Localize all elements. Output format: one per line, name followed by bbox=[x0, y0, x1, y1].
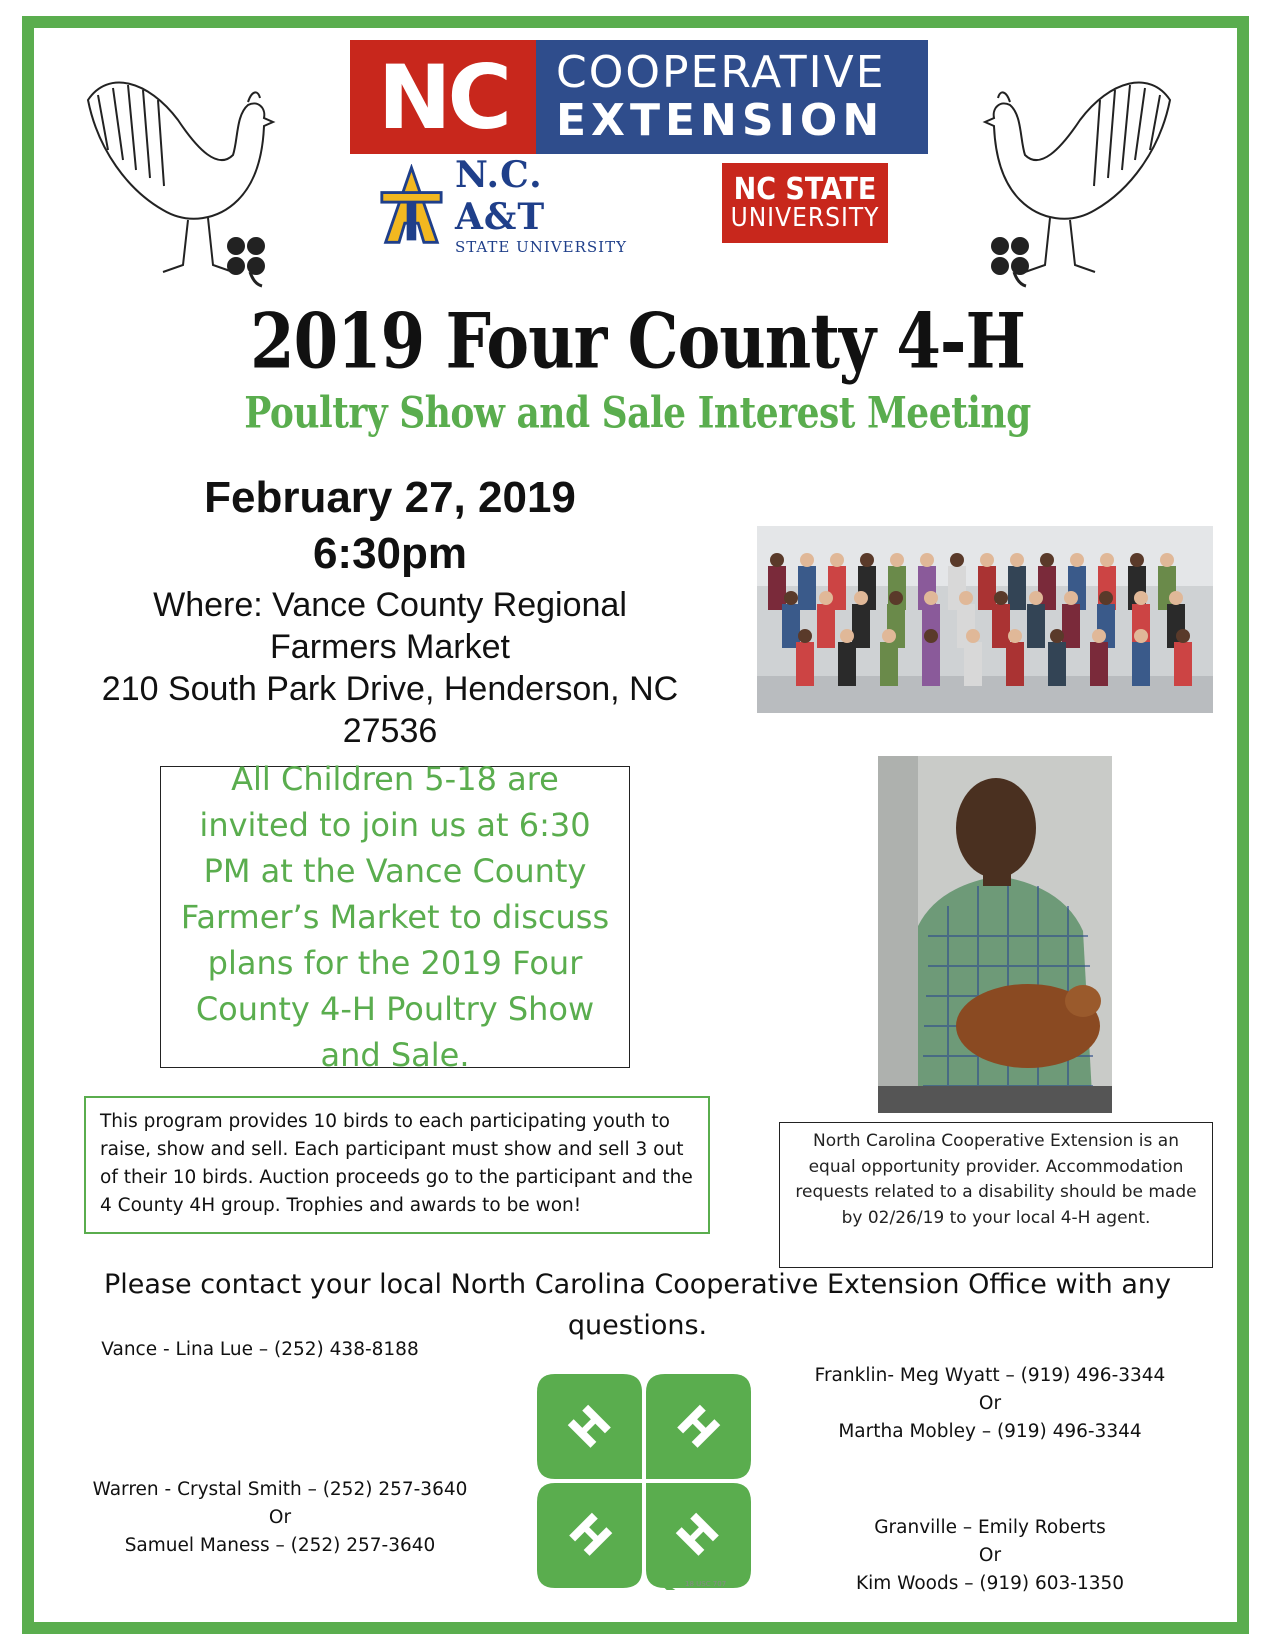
agent-line: Or bbox=[978, 1545, 1002, 1566]
agent-line: Franklin- Meg Wyatt – (919) 496-3344 bbox=[814, 1365, 1166, 1386]
event-location bbox=[70, 584, 710, 752]
clover-note: 18 USC 707 bbox=[685, 1580, 727, 1588]
page-subtitle: Poultry Show and Sale Interest Meeting bbox=[244, 388, 1031, 439]
location-line: Where: Vance County Regional bbox=[153, 586, 627, 624]
group-photo bbox=[757, 526, 1213, 713]
agent-warren bbox=[70, 1476, 490, 1560]
ncstate-line-1: NC STATE bbox=[733, 171, 877, 207]
logo-extension: EXTENSION bbox=[556, 95, 885, 146]
nc-aandt-logo bbox=[378, 154, 638, 256]
logo-cooperative: COOPERATIVE bbox=[556, 47, 886, 98]
nc-state-logo bbox=[722, 163, 888, 243]
ncstate-line-2: UNIVERSITY bbox=[730, 203, 880, 234]
location-line: 27536 bbox=[342, 712, 438, 750]
program-description-box bbox=[84, 1096, 710, 1234]
hen-illustration-left bbox=[68, 60, 283, 300]
hen-illustration-right bbox=[975, 60, 1190, 300]
agent-franklin bbox=[785, 1362, 1195, 1446]
page-title: 2019 Four County 4-H bbox=[250, 298, 1025, 387]
aandt-subtitle: STATE UNIVERSITY bbox=[454, 238, 628, 256]
agent-line: Or bbox=[268, 1507, 292, 1528]
agent-line: Vance - Lina Lue – (252) 438-8188 bbox=[101, 1339, 419, 1360]
invitation-box bbox=[160, 760, 630, 1074]
event-date: February 27, 2019 bbox=[204, 473, 576, 522]
svg-text:H: H bbox=[666, 1396, 729, 1459]
contact-prompt: Please contact your local North Carolina Cooperative Extension Office with any questions. bbox=[104, 1269, 1171, 1341]
event-date-time bbox=[70, 470, 710, 582]
location-line: 210 South Park Drive, Henderson, NC bbox=[101, 670, 679, 708]
svg-text:H: H bbox=[667, 1504, 730, 1567]
agent-line: Warren - Crystal Smith – (252) 257-3640 bbox=[92, 1479, 468, 1500]
location-line: Farmers Market bbox=[270, 628, 510, 666]
agent-line: Kim Woods – (919) 603-1350 bbox=[855, 1573, 1125, 1594]
svg-text:H: H bbox=[558, 1504, 621, 1567]
agent-line: Or bbox=[978, 1393, 1002, 1414]
program-description: This program provides 10 birds to each participating youth to raise, show and sell. Each participant must show and sell 3 out of their 10 birds. Auction proceeds go to the participant and the 4 County 4H group. Trophies and awards to be won! bbox=[100, 1111, 693, 1216]
four-h-clover-icon bbox=[535, 1372, 753, 1590]
agent-line: Granville – Emily Roberts bbox=[874, 1517, 1106, 1538]
svg-text:H: H bbox=[559, 1396, 622, 1459]
equal-opportunity-text: North Carolina Cooperative Extension is an equal opportunity provider. Accommodation requests related to a disability should be made by 02/26/19 to your local 4-H agent. bbox=[795, 1131, 1197, 1228]
aandt-emblem-icon bbox=[378, 164, 445, 246]
agent-line: Martha Mobley – (919) 496-3344 bbox=[838, 1421, 1142, 1442]
agent-granville bbox=[800, 1514, 1180, 1598]
nc-cooperative-extension-logo bbox=[350, 40, 928, 154]
equal-opportunity-box bbox=[779, 1122, 1213, 1268]
aandt-name: N.C. A&T bbox=[454, 154, 546, 238]
event-time: 6:30pm bbox=[312, 529, 468, 578]
boy-with-chicken-photo bbox=[878, 756, 1112, 1113]
agent-line: Samuel Maness – (252) 257-3640 bbox=[124, 1535, 436, 1556]
invitation-text: All Children 5-18 are invited to join us at 6:30 PM at the Vance County Farmer’s Market to discuss plans for the 2019 Four County 4-H Poultry Show and Sale. bbox=[180, 760, 610, 1074]
nc-letters: NC bbox=[350, 40, 536, 154]
agent-vance bbox=[80, 1336, 440, 1364]
